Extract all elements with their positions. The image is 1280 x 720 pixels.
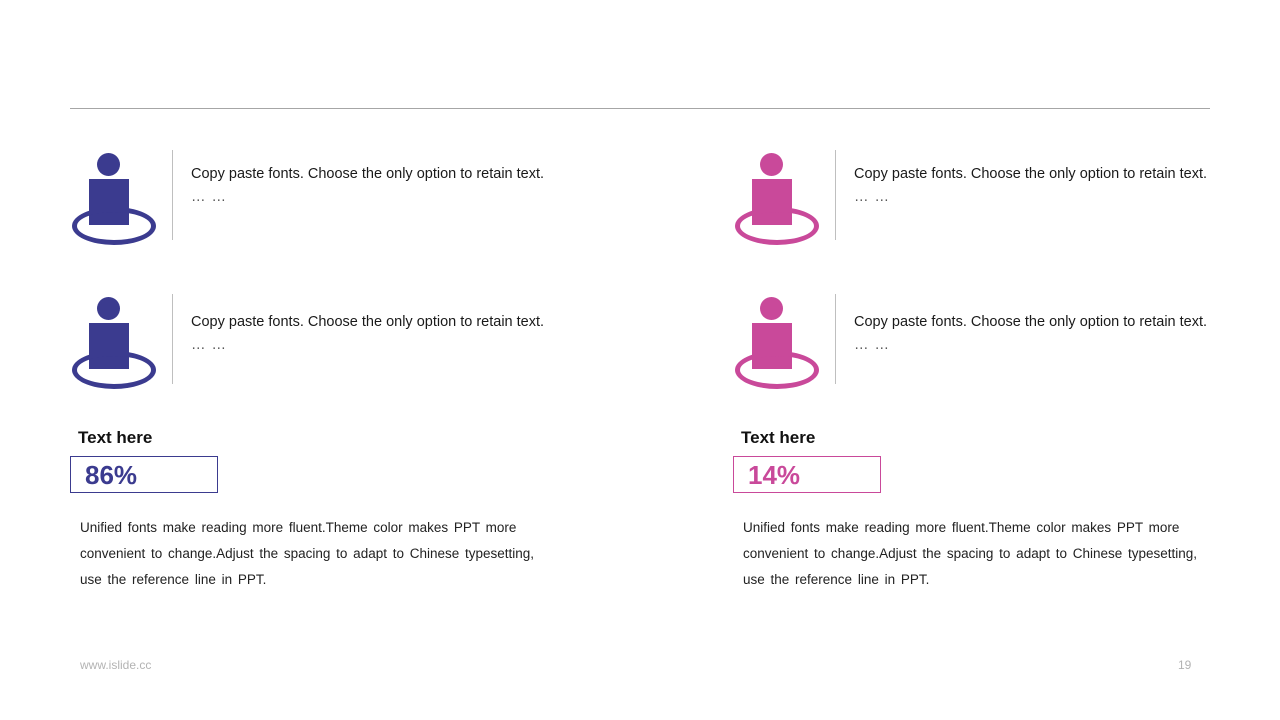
header-divider bbox=[70, 108, 1210, 109]
person-location-icon bbox=[70, 150, 150, 240]
item-divider bbox=[835, 150, 836, 240]
feature-item-2-body: Copy paste fonts. Choose the only option to retain text. bbox=[854, 166, 1208, 182]
stat-left-title: Text here bbox=[78, 428, 153, 447]
item-divider bbox=[835, 294, 836, 384]
feature-item-3-dots: … … bbox=[191, 337, 228, 353]
footer-url[interactable]: www.islide.cc bbox=[80, 658, 152, 672]
feature-item-3-body: Copy paste fonts. Choose the only option to retain text. bbox=[191, 314, 545, 330]
feature-item-4-dots: … … bbox=[854, 337, 891, 353]
stat-left-paragraph: Unified fonts make reading more fluent.Theme color makes PPT more convenient to change.Adjust the spacing to adapt to Chinese typesetting, use the reference line in PPT. bbox=[80, 520, 535, 587]
feature-item-1-text bbox=[191, 150, 544, 208]
person-location-icon bbox=[733, 294, 813, 384]
stat-right-value: 14% bbox=[748, 459, 801, 490]
person-location-icon bbox=[733, 150, 813, 240]
feature-item-2-text bbox=[854, 150, 1207, 208]
feature-item-1-body: Copy paste fonts. Choose the only option to retain text. bbox=[191, 166, 545, 182]
stat-right-paragraph: Unified fonts make reading more fluent.Theme color makes PPT more convenient to change.Adjust the spacing to adapt to Chinese typesetting, use the reference line in PPT. bbox=[743, 520, 1198, 587]
item-divider bbox=[172, 150, 173, 240]
person-location-icon bbox=[70, 294, 150, 384]
feature-item-1-dots: … … bbox=[191, 189, 228, 205]
item-divider bbox=[172, 294, 173, 384]
stat-left-value: 86% bbox=[85, 459, 138, 490]
stat-right-value-box bbox=[733, 456, 881, 493]
feature-item-2 bbox=[733, 150, 1253, 240]
feature-item-1 bbox=[70, 150, 590, 240]
feature-item-3-text bbox=[191, 294, 544, 356]
page-number: 19 bbox=[1178, 658, 1192, 672]
stat-right-title: Text here bbox=[741, 428, 816, 447]
feature-item-4 bbox=[733, 294, 1253, 384]
stat-block-left bbox=[70, 428, 550, 593]
feature-item-3 bbox=[70, 294, 590, 384]
feature-item-2-dots: … … bbox=[854, 189, 891, 205]
feature-item-4-text bbox=[854, 294, 1207, 356]
stat-left-value-box bbox=[70, 456, 218, 493]
stat-block-right bbox=[733, 428, 1213, 593]
feature-item-4-body: Copy paste fonts. Choose the only option to retain text. bbox=[854, 314, 1208, 330]
